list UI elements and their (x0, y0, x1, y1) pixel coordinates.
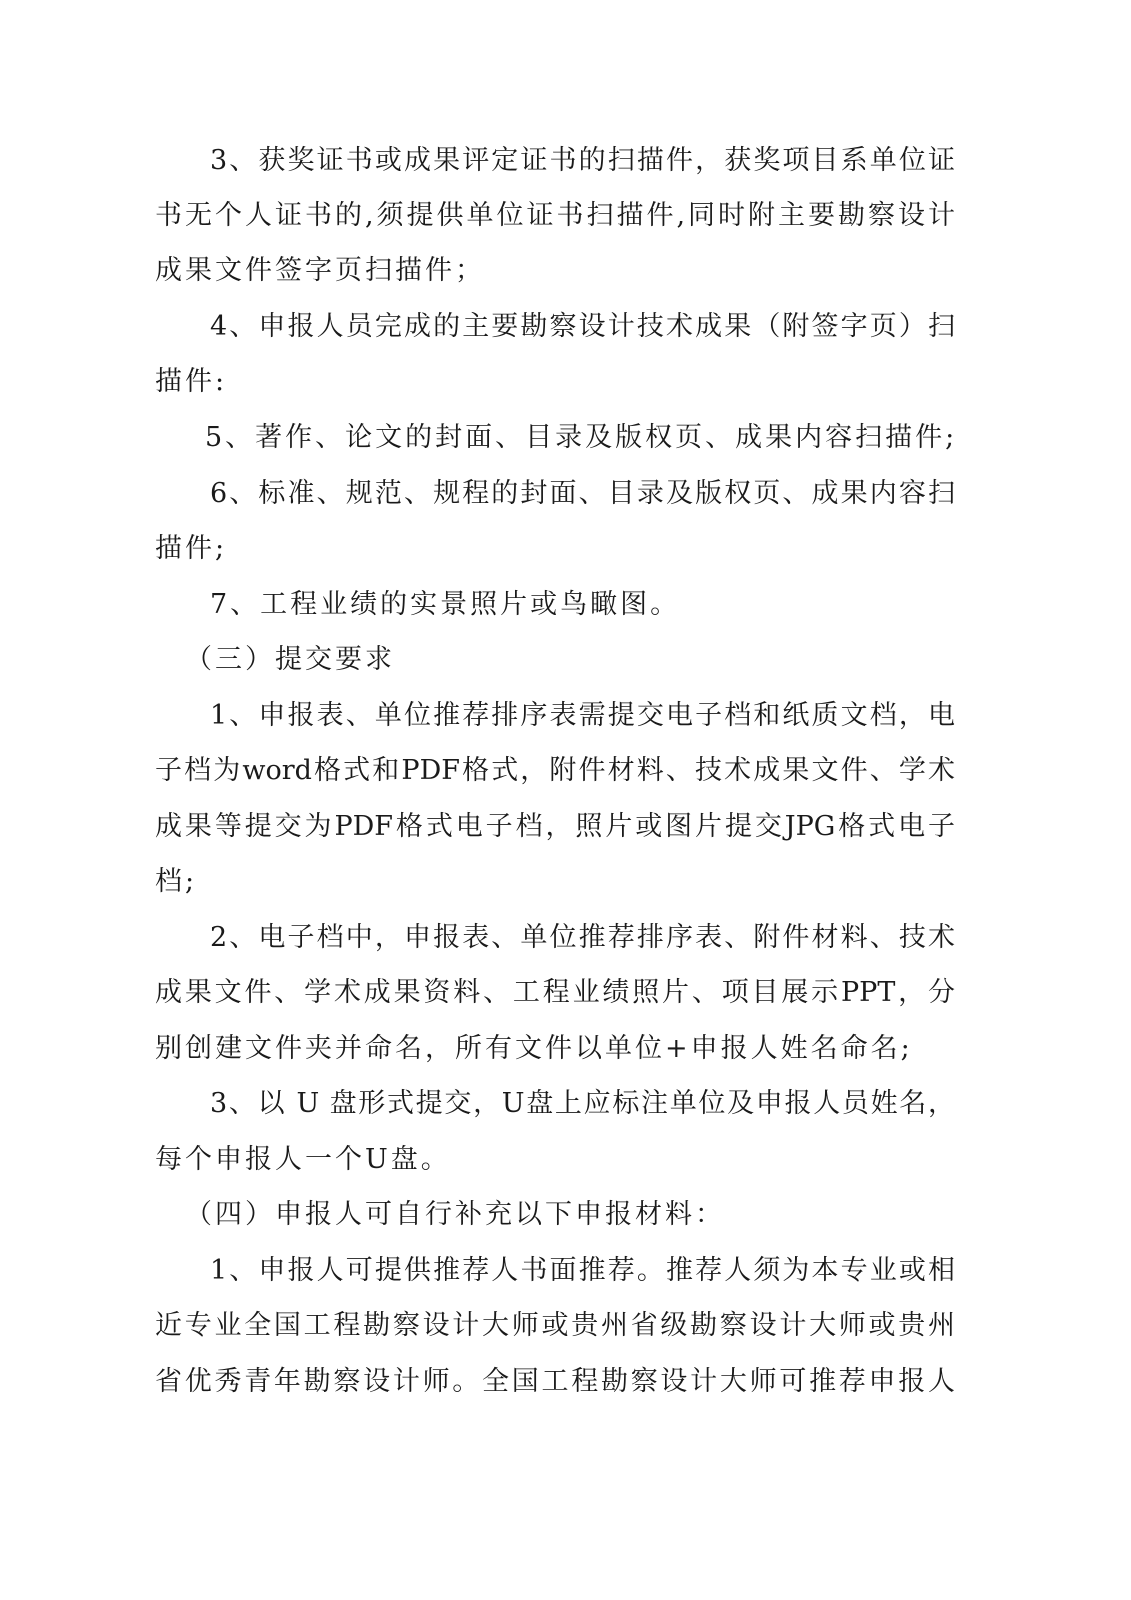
text-line: 3、以 U 盘形式提交，U盘上应标注单位及申报人员姓名， (210, 1088, 955, 1119)
text-line: 成果等提交为PDF格式电子档，照片或图片提交JPG格式电子 (155, 811, 955, 842)
text-line: 每个申报人一个U盘。 (155, 1144, 451, 1175)
text-line: 成果文件、学术成果资料、工程业绩照片、项目展示PPT，分 (155, 977, 955, 1008)
text-line: 省优秀青年勘察设计师。全国工程勘察设计大师可推荐申报人 (155, 1366, 955, 1397)
text-line: 近专业全国工程勘察设计大师或贵州省级勘察设计大师或贵州 (155, 1310, 955, 1341)
text-line: 描件: (155, 366, 228, 397)
text-line: 档; (155, 866, 198, 897)
text-line: 子档为word格式和PDF格式，附件材料、技术成果文件、学术 (155, 755, 955, 786)
text-line: 1、申报人可提供推荐人书面推荐。推荐人须为本专业或相 (210, 1255, 955, 1286)
text-line: 7、工程业绩的实景照片或鸟瞰图。 (210, 589, 681, 620)
text-line: 成果文件签字页扫描件； (155, 255, 485, 286)
text-line: 6、标准、规范、规程的封面、目录及版权页、成果内容扫 (210, 478, 955, 509)
text-line: 3、获奖证书或成果评定证书的扫描件，获奖项目系单位证 (210, 145, 955, 176)
text-line: 书无个人证书的,须提供单位证书扫描件,同时附主要勘察设计 (155, 200, 955, 231)
text-line: 描件; (155, 533, 228, 564)
section-heading: （三）提交要求 (185, 644, 395, 675)
text-line: 2、电子档中，申报表、单位推荐排序表、附件材料、技术 (210, 922, 955, 953)
text-line: 1、申报表、单位推荐排序表需提交电子档和纸质文档，电 (210, 700, 955, 731)
text-line: 5、著作、论文的封面、目录及版权页、成果内容扫描件; (205, 422, 958, 453)
section-heading: （四）申报人可自行补充以下申报材料： (185, 1199, 725, 1230)
text-line: 别创建文件夹并命名，所有文件以单位+申报人姓名命名; (155, 1033, 913, 1064)
text-line: 4、申报人员完成的主要勘察设计技术成果（附签字页）扫 (210, 311, 955, 342)
